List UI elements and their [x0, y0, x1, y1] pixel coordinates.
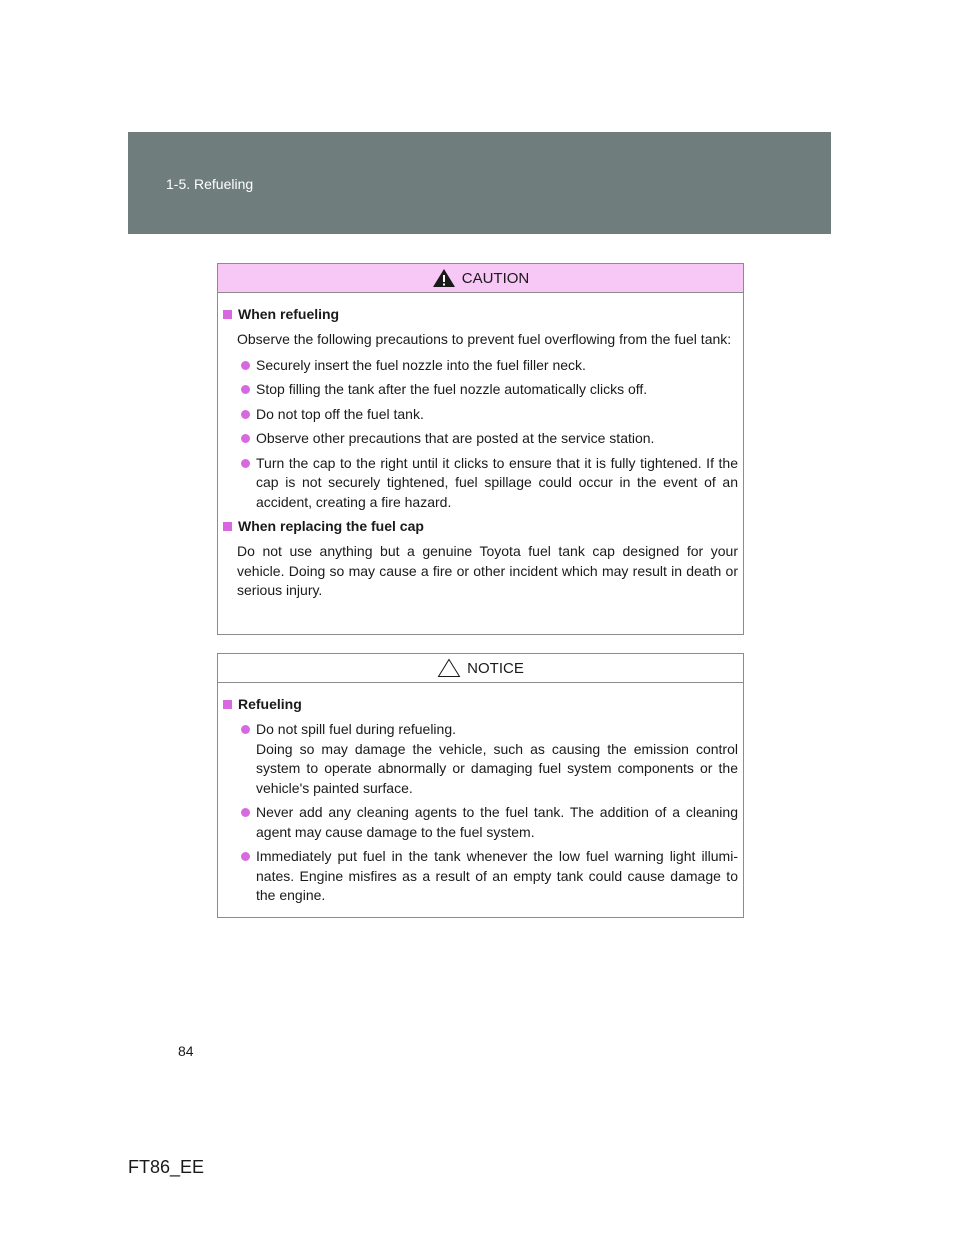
round-bullet-icon	[241, 410, 250, 419]
list-item: Stop filling the tank after the fuel nozzle automatically clicks off.	[237, 380, 738, 400]
square-bullet-icon	[223, 522, 232, 531]
notice-title: NOTICE	[467, 659, 524, 677]
caution-heading-fuel-cap	[223, 517, 738, 536]
list-item: Immediately put fuel in the tank whenever the low fuel warning light illumi-nates. Engine misfires as a result of an empty tank could cause damage to the engine.	[237, 847, 738, 906]
list-item: Never add any cleaning agents to the fuel tank. The addition of a cleaning agent may cause damage to the fuel system.	[237, 803, 738, 842]
round-bullet-icon	[241, 808, 250, 817]
notice-header	[218, 654, 743, 683]
warning-triangle-filled-icon	[432, 268, 456, 288]
header-band	[128, 132, 831, 234]
footer-code: FT86_EE	[128, 1157, 205, 1177]
notice-heading-refueling	[223, 695, 738, 714]
list-item: Securely insert the fuel nozzle into the fuel filler neck.	[237, 356, 738, 376]
caution-box	[217, 263, 744, 635]
caution-header	[218, 264, 743, 293]
list-item: Turn the cap to the right until it clicks to ensure that it is fully tightened. If the cap is not securely tightened, fuel spillage could occur in the event of an accident, creating a fire hazard.	[237, 454, 738, 513]
list-item: Do not top off the fuel tank.	[237, 405, 738, 425]
caution-heading-refueling	[223, 305, 738, 324]
caution-body	[218, 293, 743, 601]
square-bullet-icon	[223, 310, 232, 319]
round-bullet-icon	[241, 459, 250, 468]
round-bullet-icon	[241, 725, 250, 734]
round-bullet-icon	[241, 434, 250, 443]
caution-fuel-cap-text: Do not use anything but a genuine Toyota fuel tank cap designed for your vehicle. Doing so may cause a fire or other incident which may result in death or serious injury.	[237, 543, 738, 598]
round-bullet-icon	[241, 361, 250, 370]
heading-text: When refueling	[238, 306, 340, 322]
heading-text: When replacing the fuel cap	[238, 518, 424, 534]
notice-box	[217, 653, 744, 918]
round-bullet-icon	[241, 385, 250, 394]
list-item: Observe other precautions that are posted at the service station.	[237, 429, 738, 449]
notice-body	[218, 683, 743, 906]
caution-title: CAUTION	[461, 269, 530, 287]
heading-text: Refueling	[238, 696, 302, 712]
square-bullet-icon	[223, 700, 232, 709]
list-item: Do not spill fuel during refueling. Doing so may damage the vehicle, such as causing the emission control system to operate abnormally or damaging fuel system components or the vehicle's painted surface.	[237, 720, 738, 798]
page-number: 84	[178, 1043, 194, 1059]
section-title: 1-5. Refueling	[166, 176, 254, 192]
round-bullet-icon	[241, 852, 250, 861]
caution-intro: Observe the following precautions to prevent fuel overflowing from the fuel tank:	[237, 331, 732, 347]
warning-triangle-outline-icon	[437, 658, 461, 678]
